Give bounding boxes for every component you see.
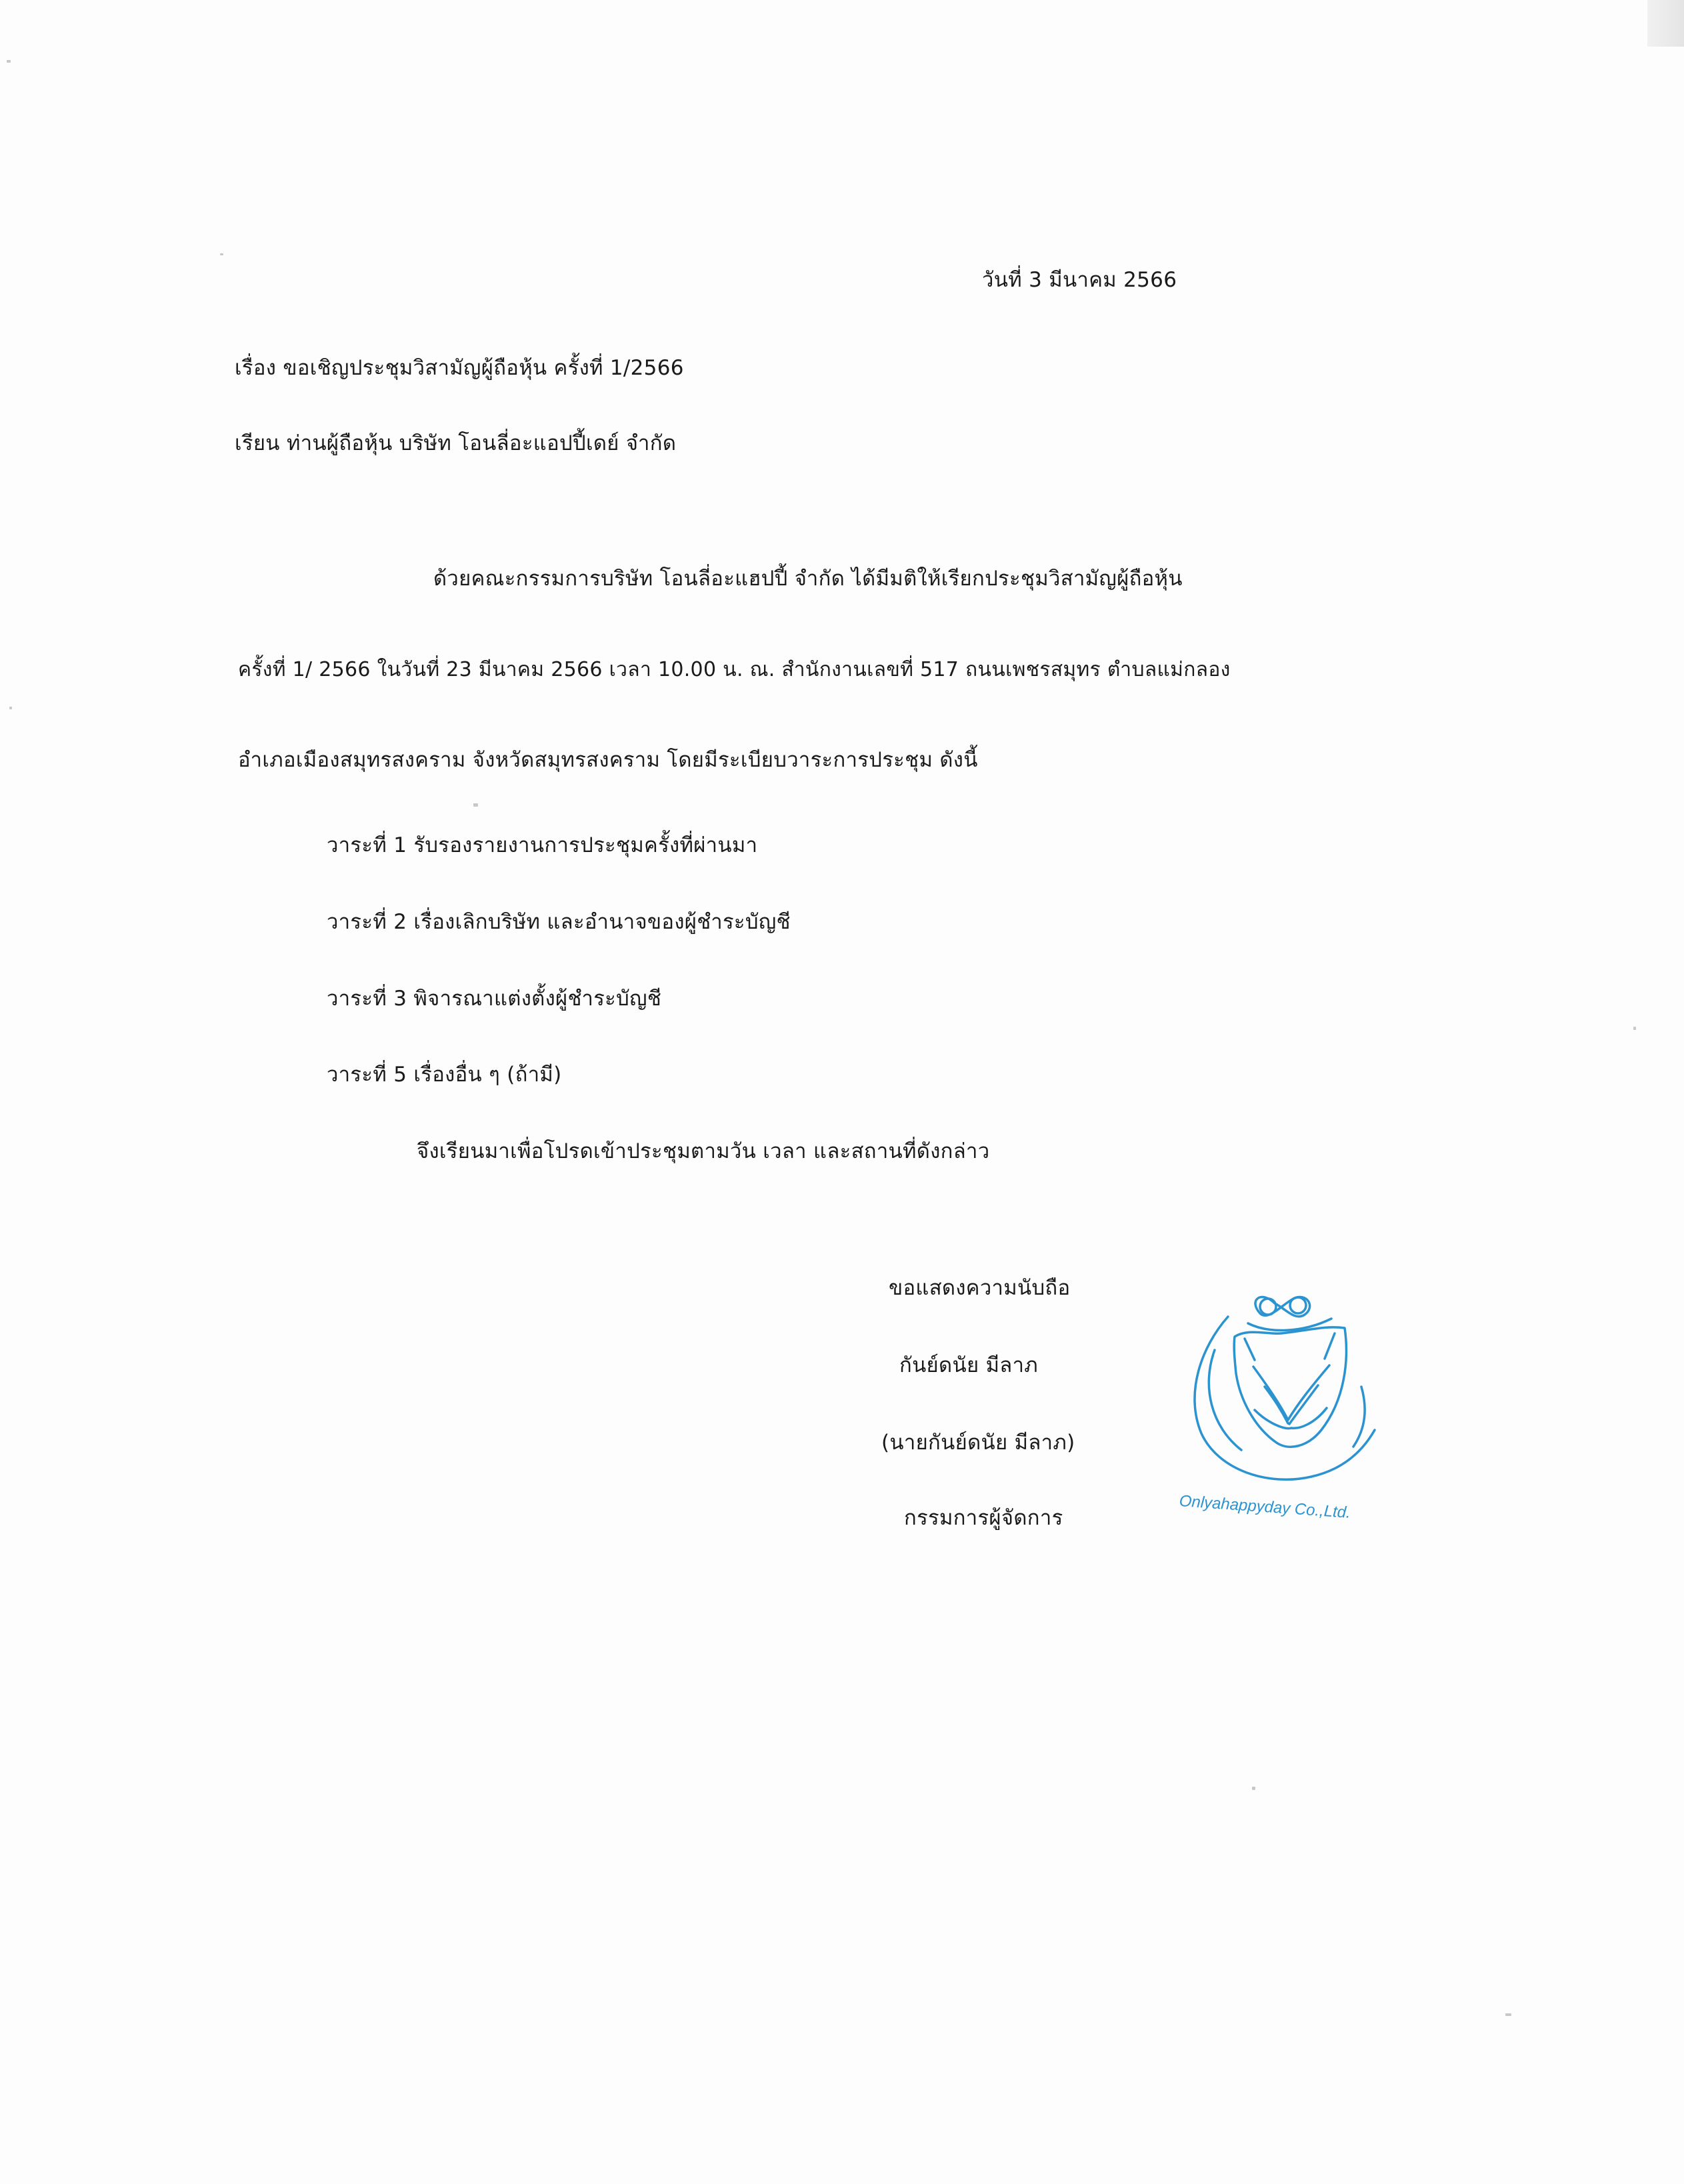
scan-speck	[473, 803, 478, 807]
body-paragraph-line-3: อำเภอเมืองสมุทรสงคราม จังหวัดสมุทรสงคราม โดยมีระเบียบวาระการประชุม ดังนี้	[238, 748, 978, 772]
scan-speck	[7, 60, 11, 63]
agenda-item: วาระที่ 1 รับรองรายงานการประชุมครั้งที่ผ่านมา	[327, 833, 758, 857]
agenda-item: วาระที่ 5 เรื่องอื่น ๆ (ถ้ามี)	[327, 1063, 562, 1087]
closing-request: จึงเรียนมาเพื่อโปรดเข้าประชุมตามวัน เวลา และสถานที่ดังกล่าว	[417, 1139, 990, 1163]
scan-speck	[9, 707, 12, 709]
letter-subject: เรื่อง ขอเชิญประชุมวิสามัญผู้ถือหุ้น ครั้งที่ 1/2566	[235, 356, 684, 380]
body-paragraph-line-1: ด้วยคณะกรรมการบริษัท โอนลี่อะแฮปปี้ จำกัด ได้มีมติให้เรียกประชุมวิสามัญผู้ถือหุ้น	[433, 567, 1183, 591]
scan-speck	[220, 253, 223, 255]
company-stamp	[1175, 1287, 1395, 1533]
body-paragraph-line-2: ครั้งที่ 1/ 2566 ในวันที่ 23 มีนาคม 2566 เวลา 10.00 น. ณ. สำนักงานเลขที่ 517 ถนนเพชรสมุทร ตำบลแม่กลอง	[238, 658, 1231, 681]
letter-recipient: เรียน ท่านผู้ถือหุ้น บริษัท โอนลี่อะแอปปี้เดย์ จำกัด	[235, 431, 677, 455]
signature-regards: ขอแสดงความนับถือ	[889, 1276, 1071, 1300]
signature-name: กันย์ดนัย มีลาภ	[899, 1353, 1039, 1377]
scan-speck	[1505, 2013, 1511, 2016]
scan-speck	[1633, 1027, 1636, 1030]
scan-edge-shadow	[1647, 0, 1684, 47]
signature-position: กรรมการผู้จัดการ	[904, 1506, 1063, 1530]
scan-speck	[1252, 1787, 1255, 1790]
letter-date: วันที่ 3 มีนาคม 2566	[982, 268, 1177, 292]
agenda-item: วาระที่ 3 พิจารณาแต่งตั้งผู้ชำระบัญชี	[327, 987, 662, 1011]
stamp-text: Onlyahappyday Co.,Ltd.	[1178, 1491, 1351, 1522]
signature-printed-name: (นายกันย์ดนัย มีลาภ)	[881, 1431, 1075, 1455]
agenda-item: วาระที่ 2 เรื่องเลิกบริษัท และอำนาจของผู้ชำระบัญชี	[327, 910, 791, 934]
